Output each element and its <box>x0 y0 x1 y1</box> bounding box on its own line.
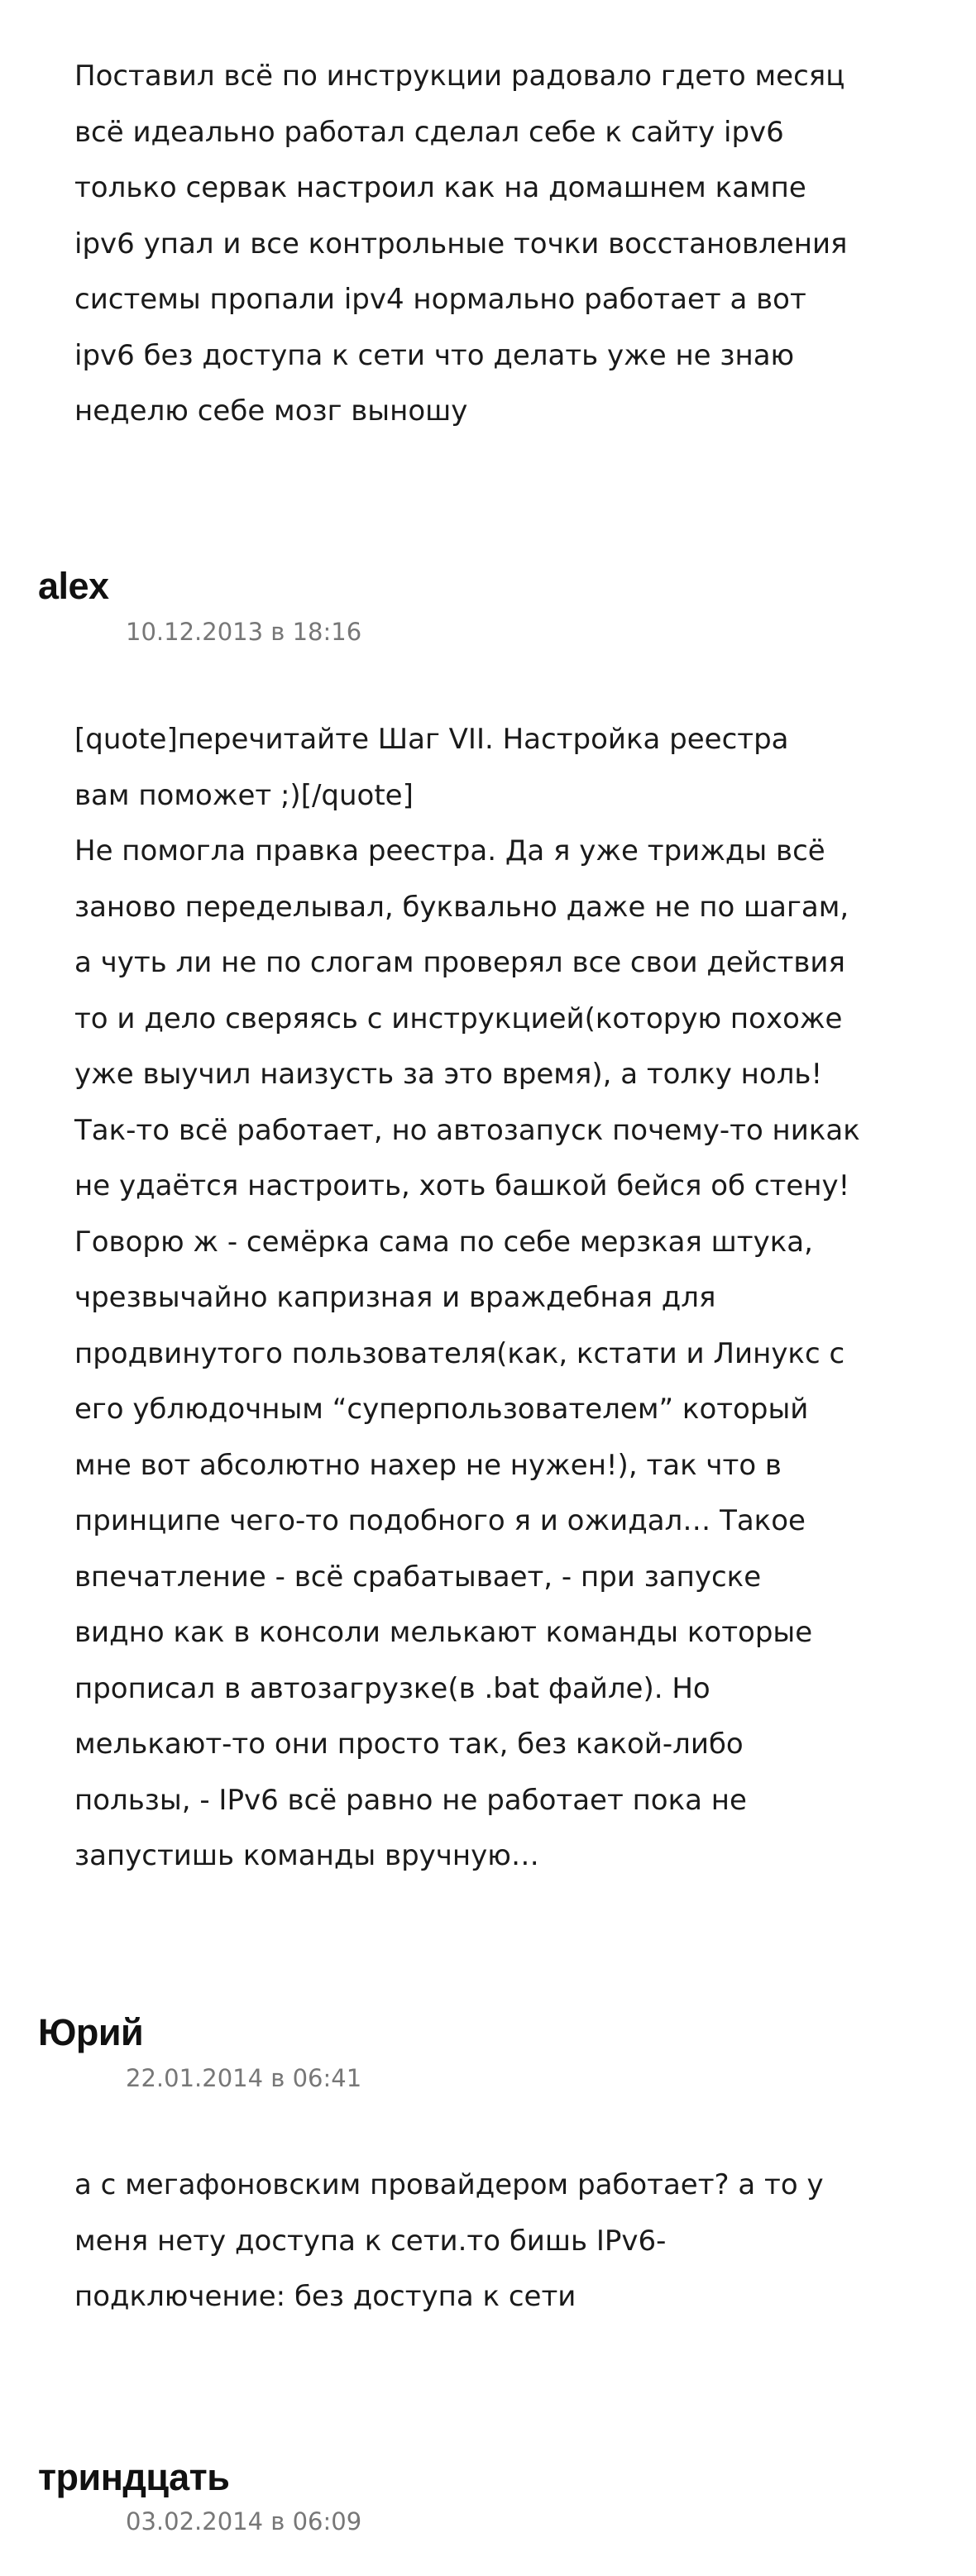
comment-text: а с мегафоновским провайдером работает? а то у меня нету доступа к сети.то бишь IPv6- подключение: без доступа к сети <box>74 2168 824 2313</box>
comment-body <box>74 712 943 1885</box>
comment-author[interactable]: Юрий <box>38 2011 144 2053</box>
comment-author[interactable]: alex <box>38 565 109 607</box>
comment-date[interactable]: 10.12.2013 в 18:16 <box>126 618 362 646</box>
comment-body <box>74 2158 943 2325</box>
comment-text: Поставил всё по инструкции радовало гдето месяц всё идеально работал сделал себе к сайту ipv6 только сервак настроил как на домашнем кампе ipv6 упал и все контрольные точки восстановления системы пропали ipv4 нормально работает а вот ipv6 без доступа к сети что делать уже не знаю неделю себе мозг выношу <box>74 60 848 428</box>
comment-date[interactable]: 22.01.2014 в 06:41 <box>126 2064 362 2092</box>
comment-author[interactable]: триндцать <box>38 2456 230 2498</box>
comment-date[interactable]: 03.02.2014 в 06:09 <box>126 2507 362 2535</box>
comment-text: [quote]перечитайте Шаг VII. Настройка реестра вам поможет ;)[/quote] Не помогла правка реестра. Да я уже трижды всё заново переделывал, буквально даже не по шагам, а чуть ли не по слогам проверял все свои действия то и дело сверяясь с инструкцией(которую похоже уже выучил наизусть за это время), а толку ноль! Так-то всё работает, но автозапуск почему-то никак не удаётся настроить, хоть башкой бейся об стену! Говорю ж - семёрка сама по себе мерзкая штука, чрезвычайно капризная и враждебная для продвинутого пользователя(как, кстати и Линукс с его ублюдочным “суперпользователем” который мне вот абсолютно нахер не нужен!), так что в принципе чего-то подобного я и ожидал… Такое впечатление - всё срабатывает, - при запуске видно как в консоли мелькают команды которые прописал в автозагрузке(в .bat файле). Но мелькают-то они просто так, без какой-либо пользы, - IPv6 всё равно не работает пока не запустишь команды вручную… <box>74 723 860 1872</box>
comment-body <box>74 49 943 440</box>
